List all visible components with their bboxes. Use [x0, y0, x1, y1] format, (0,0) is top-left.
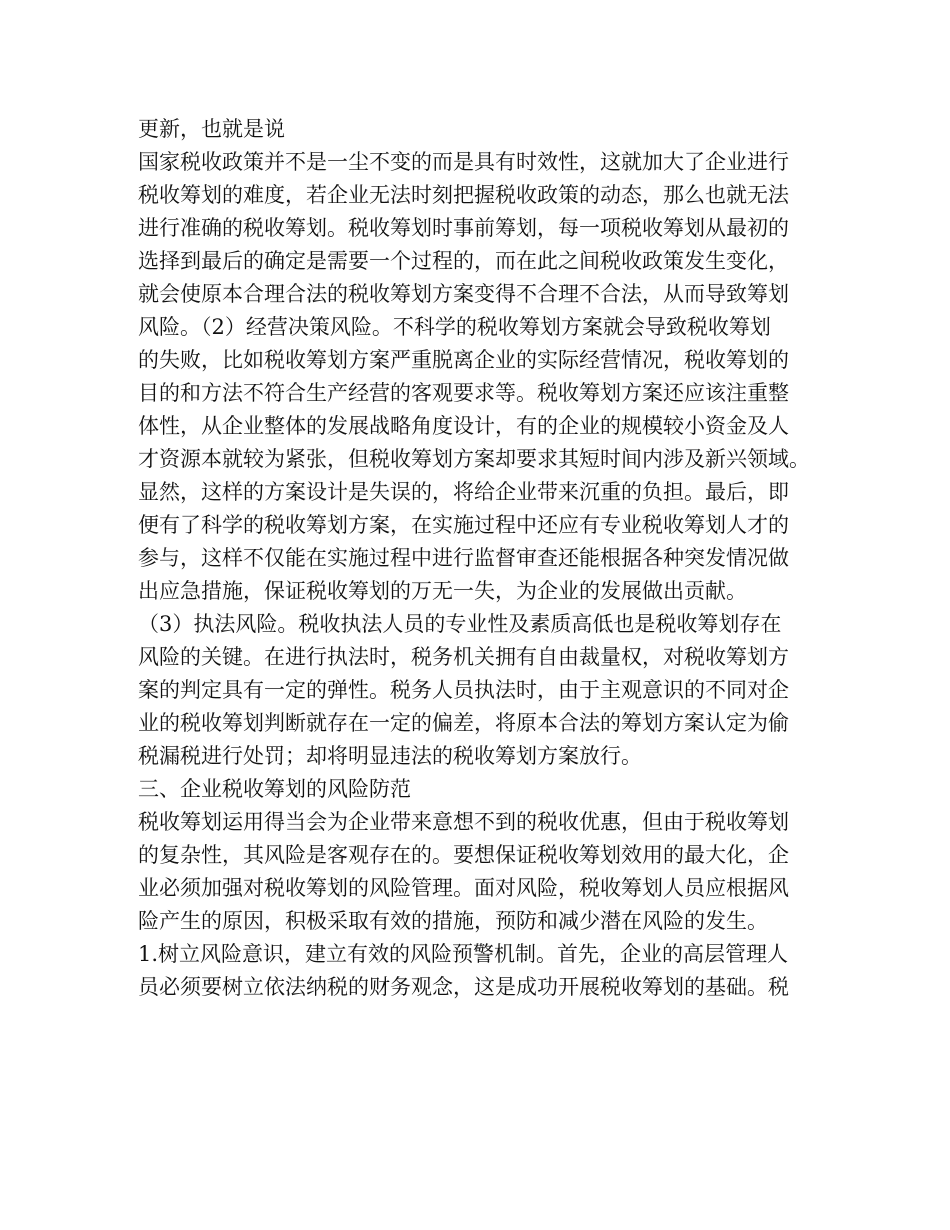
text-line: 1.树立风险意识，建立有效的风险预警机制。首先，企业的高层管理人	[138, 942, 789, 966]
text-line: 参与，这样不仅能在实施过程中进行监督审查还能根据各种突发情况做	[138, 546, 789, 570]
text-line: 出应急措施，保证税收筹划的万无一失，为企业的发展做出贡献。	[138, 579, 747, 603]
text-line: 目的和方法不符合生产经营的客观要求等。税收筹划方案还应该注重整	[138, 381, 789, 405]
text-line: 选择到最后的确定是需要一个过程的，而在此之间税收政策发生变化，	[138, 249, 789, 273]
text-line: 便有了科学的税收筹划方案，在实施过程中还应有专业税收筹划人才的	[138, 513, 789, 537]
text-line: 体性，从企业整体的发展战略角度设计，有的企业的规模较小资金及人	[138, 414, 789, 438]
text-line: 国家税收政策并不是一尘不变的而是具有时效性，这就加大了企业进行	[138, 150, 789, 174]
text-line: 税漏税进行处罚；却将明显违法的税收筹划方案放行。	[138, 744, 642, 768]
text-line: 税收筹划的难度，若企业无法时刻把握税收政策的动态，那么也就无法	[138, 183, 789, 207]
text-line: 员必须要树立依法纳税的财务观念，这是成功开展税收筹划的基础。税	[138, 975, 789, 999]
text-line: 显然，这样的方案设计是失误的，将给企业带来沉重的负担。最后，即	[138, 480, 789, 504]
text-line: （3）执法风险。税收执法人员的专业性及素质高低也是税收筹划存在	[138, 612, 782, 636]
text-line: 险产生的原因，积极采取有效的措施，预防和减少潜在风险的发生。	[138, 909, 768, 933]
text-line: 的复杂性，其风险是客观存在的。要想保证税收筹划效用的最大化，企	[138, 843, 789, 867]
text-line: 风险的关键。在进行执法时，税务机关拥有自由裁量权，对税收筹划方	[138, 645, 789, 669]
text-line: 才资源本就较为紧张，但税收筹划方案却要求其短时间内涉及新兴领域。	[138, 447, 810, 471]
text-line: 业必须加强对税收筹划的风险管理。面对风险，税收筹划人员应根据风	[138, 876, 789, 900]
text-line: 就会使原本合理合法的税收筹划方案变得不合理不合法，从而导致筹划	[138, 282, 789, 306]
text-line: 进行准确的税收筹划。税收筹划时事前筹划，每一项税收筹划从最初的	[138, 216, 789, 240]
body-text	[138, 113, 838, 1004]
text-line: 税收筹划运用得当会为企业带来意想不到的税收优惠，但由于税收筹划	[138, 810, 789, 834]
section-heading: 三、企业税收筹划的风险防范	[138, 777, 411, 801]
text-line: 案的判定具有一定的弹性。税务人员执法时，由于主观意识的不同对企	[138, 678, 789, 702]
text-line: 更新，也就是说	[138, 117, 285, 141]
text-line: 风险。（2）经营决策风险。不科学的税收筹划方案就会导致税收筹划	[138, 315, 771, 339]
text-line: 业的税收筹划判断就存在一定的偏差，将原本合法的筹划方案认定为偷	[138, 711, 789, 735]
text-line: 的失败，比如税收筹划方案严重脱离企业的实际经营情况，税收筹划的	[138, 348, 789, 372]
